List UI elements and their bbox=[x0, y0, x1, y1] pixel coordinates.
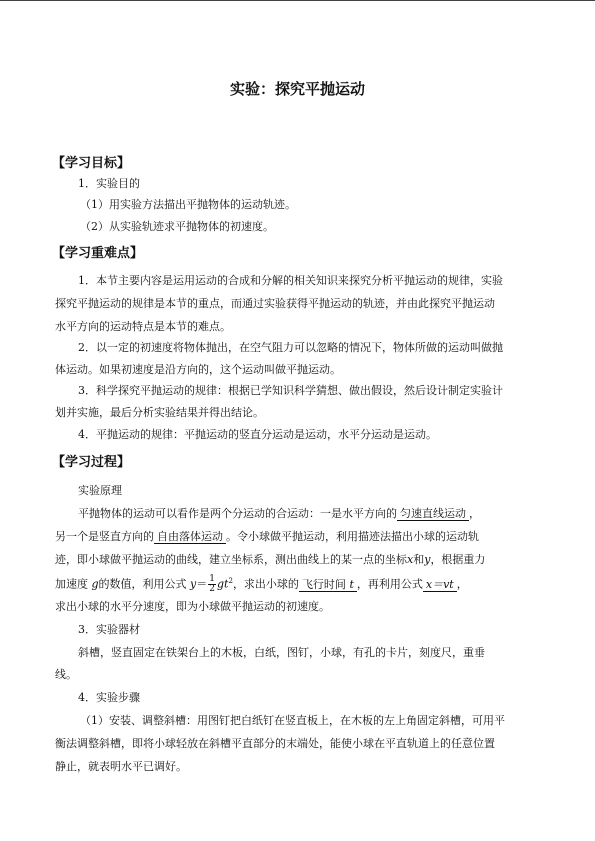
var-t: t bbox=[349, 577, 354, 591]
answer-blank: 自由落体运动 bbox=[154, 530, 226, 544]
text-line: （2）从实验轨迹求平抛物体的初速度。 bbox=[80, 220, 274, 233]
text-line: 1．实验目的 bbox=[78, 177, 140, 190]
var-gt: gt bbox=[217, 577, 229, 591]
var-x: x bbox=[407, 553, 414, 566]
answer-blank: 匀速直线运动 bbox=[397, 507, 469, 521]
text-line: 4．平抛运动的规律：平抛运动的竖直分运动是运动，水平分运动是运动。 bbox=[78, 428, 437, 441]
var-g: g bbox=[91, 577, 99, 591]
subheading: 3．实验器材 bbox=[78, 623, 140, 636]
section-heading-process: 【学习过程】 bbox=[52, 455, 131, 470]
text-span: 飞行时间 bbox=[301, 577, 346, 591]
subheading: 4．实验步骤 bbox=[78, 691, 140, 704]
text-line: 3．科学探究平抛运动的规律：根据已学知识科学猜想、做出假设，然后设计制定实验计 bbox=[78, 384, 503, 397]
var-y: y bbox=[424, 553, 431, 566]
text-span: ， bbox=[469, 507, 480, 520]
text-line: 划并实施，最后分析实验结果并得出结论。 bbox=[55, 406, 264, 419]
var-y: y bbox=[190, 577, 197, 591]
fraction-denominator: 2 bbox=[209, 584, 215, 595]
text-line: 水平方向的运动特点是本节的难点。 bbox=[55, 320, 231, 333]
text-line: 求出小球的水平分速度，即为小球做平抛运动的初速度。 bbox=[55, 600, 330, 613]
text-line: 衡法调整斜槽，即将小球轻放在斜槽平直部分的末端处，能使小球在平直轨道上的任意位置 bbox=[55, 737, 495, 750]
section-heading-key: 【学习重难点】 bbox=[52, 246, 144, 261]
text-span: 平抛物体的运动可以看作是两个分运动的合运动：一是水平方向的 bbox=[78, 507, 397, 520]
text-span: 的数值，利用公式 bbox=[98, 577, 187, 591]
equals-sign: ＝ bbox=[196, 577, 208, 591]
text-line: （1）安装、调整斜槽：用图钉把白纸钉在竖直板上，在木板的左上角固定斜槽，可用平 bbox=[80, 714, 505, 727]
text-line bbox=[55, 553, 485, 567]
text-line: 线。 bbox=[55, 668, 77, 681]
text-span: 。令小球做平抛运动，利用描迹法描出小球的运动轨 bbox=[226, 530, 479, 543]
text-line bbox=[78, 507, 480, 521]
text-line: 1．本节主要内容是运用运动的合成和分解的相关知识来探究分析平抛运动的规律，实验 bbox=[78, 274, 503, 287]
text-line bbox=[55, 530, 479, 544]
text-line: 静止，就表明水平已调好。 bbox=[55, 760, 187, 773]
fraction bbox=[208, 575, 216, 594]
formula-line bbox=[55, 570, 468, 596]
text-span: 加速度 bbox=[55, 577, 88, 591]
text-line: 体运动。如果初速度是沿方向的，这个运动叫做平抛运动。 bbox=[55, 363, 341, 376]
text-span: 和 bbox=[413, 553, 425, 566]
top-border bbox=[0, 0, 595, 1]
text-line: 2．以一定的初速度将物体抛出，在空气阻力可以忽略的情况下，物体所做的运动叫做抛 bbox=[78, 341, 503, 354]
text-span: ， bbox=[456, 577, 468, 591]
text-span: ，再利用公式 bbox=[356, 577, 423, 591]
answer-blank bbox=[299, 578, 357, 592]
text-span: 迹，即小球做平抛运动的曲线，建立坐标系，测出曲线上的某一点的坐标 bbox=[55, 553, 407, 566]
section-heading-goals: 【学习目标】 bbox=[52, 156, 131, 171]
text-span: ，根据重力 bbox=[430, 553, 486, 566]
exponent: 2 bbox=[228, 577, 233, 585]
fraction-numerator: 1 bbox=[209, 574, 215, 585]
text-span: 另一个是竖直方向的 bbox=[55, 530, 154, 543]
subheading: 实验原理 bbox=[78, 484, 122, 497]
text-line: 斜槽，竖直固定在铁架台上的木板，白纸，图钉，小球，有孔的卡片，刻度尺，重垂 bbox=[78, 646, 485, 659]
answer-blank: x＝vt bbox=[423, 578, 457, 592]
text-line: （1）用实验方法描出平抛物体的运动轨迹。 bbox=[80, 198, 296, 211]
text-span: ，求出小球的 bbox=[232, 577, 299, 591]
text-line: 探究平抛运动的规律是本节的重点，而通过实验获得平抛运动的轨迹，并由此探究平抛运动 bbox=[55, 297, 495, 310]
page-title: 实验：探究平抛运动 bbox=[229, 80, 365, 98]
